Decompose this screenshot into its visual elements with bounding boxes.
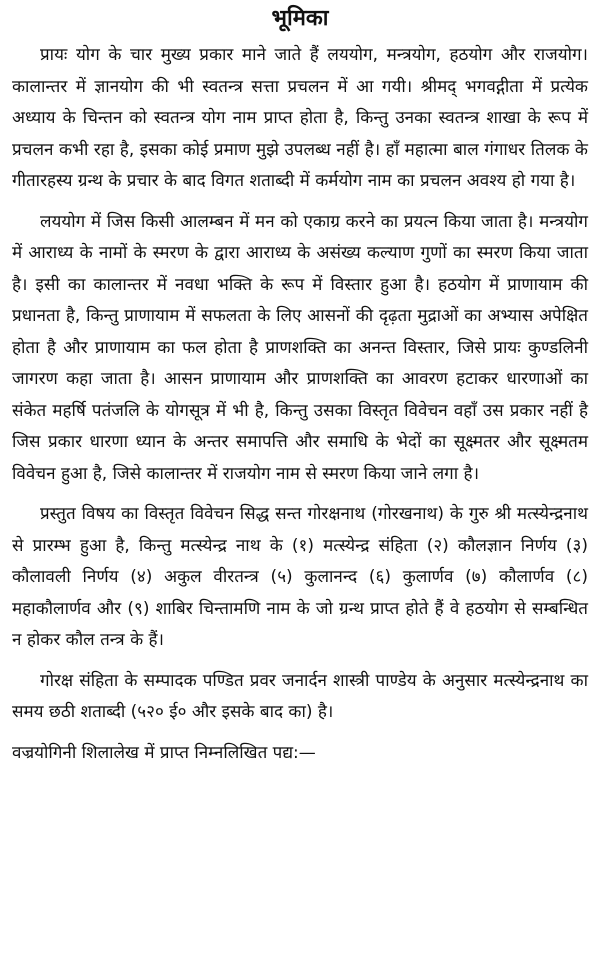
trailing-line: वज्रयोगिनी शिलालेख में प्राप्त निम्नलिखित पद्य:— — [12, 742, 316, 763]
page-title: भूमिका — [271, 6, 329, 31]
paragraph-3: प्रस्तुत विषय का विस्तृत विवेचन सिद्ध सन्त गोरक्षनाथ (गोरखनाथ) के गुरु श्री मत्स्येन्द्रनाथ से प्रारम्भ हुआ है, किन्तु मत्स्येन्द्र नाथ के (१) मत्स्येन्द्र संहिता (२) कौलज्ञान निर्णय (३) कौलावली निर्णय (४) अकुल वीरतन्त्र (५) कुलानन्द (६) कुलार्णव (७) कौलार्णव (८) महाकौलार्णव और (९) शाबिर चिन्तामणि नाम के जो ग्रन्थ प्राप्त होते हैं वे हठयोग से सम्बन्धित न होकर कौल तन्त्र के हैं। — [12, 504, 588, 650]
paragraph-4: गोरक्ष संहिता के सम्पादक पण्डित प्रवर जनार्दन शास्त्री पाण्डेय के अनुसार मत्स्येन्द्रनाथ का समय छठी शताब्दी (५२० ई० और इसके बाद का) है। — [12, 670, 588, 722]
paragraph-2: लययोग में जिस किसी आलम्बन में मन को एकाग्र करने का प्रयत्न किया जाता है। मन्त्रयोग में आराध्य के नामों के स्मरण के द्वारा आराध्य के असंख्य कल्याण गुणों का स्मरण किया जाता है। इसी का कालान्तर में नवधा भक्ति के रूप में विस्तार हुआ है। हठयोग में प्राणायाम की प्रधानता है, किन्तु प्राणायाम में सफलता के लिए आसनों की दृढ़ता मुद्राओं का अभ्यास अपेक्षित होता है और प्राणायाम का फल होता है प्राणशक्ति का अनन्त विस्तार, जिसे प्रायः कुण्डलिनी जागरण कहा जाता है। आसन प्राणायाम और प्राणशक्ति का आवरण हटाकर धारणाओं का संकेत महर्षि पतंजलि के योगसूत्र में भी है, किन्तु उसका विस्तृत विवेचन वहाँ उस प्रकार नहीं है जिस प्रकार धारणा ध्यान के अन्तर समापत्ति और समाधि के भेदों का सूक्ष्मतर और सूक्ष्मतम विवेचन हुआ है, जिसे कालान्तर में राजयोग नाम से स्मरण किया जाने लगा है। — [12, 211, 588, 484]
paragraph-1: प्रायः योग के चार मुख्य प्रकार माने जाते हैं लययोग, मन्त्रयोग, हठयोग और राजयोग। कालान्तर में ज्ञानयोग की भी स्वतन्त्र सत्ता प्रचलन में आ गयी। श्रीमद् भगवद्गीता में प्रत्येक अध्याय के चिन्तन को स्वतन्त्र योग नाम प्राप्त होता है, किन्तु उनका स्वतन्त्र शाखा के रूप में प्रचलन कभी रहा है, इसका कोई प्रमाण मुझे उपलब्ध नहीं है। हाँ महात्मा बाल गंगाधर तिलक के गीतारहस्य ग्रन्थ के प्रचार के बाद विगत शताब्दी में कर्मयोग नाम का प्रचलन अवश्य हो गया है। — [12, 45, 588, 191]
